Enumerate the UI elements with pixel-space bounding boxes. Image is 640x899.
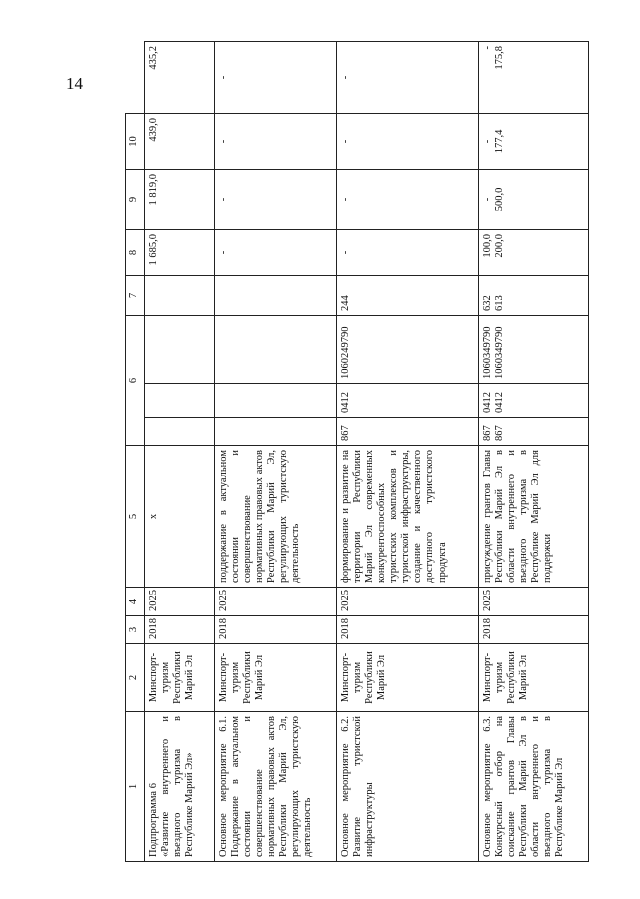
table-header [126, 41, 145, 861]
value-col7-cell [479, 229, 589, 275]
executor-cell: Минспорт-туризм Республики Марий Эл [337, 644, 479, 712]
value-line: 100,0 [482, 233, 493, 258]
value-col8-cell: - [337, 169, 479, 229]
value-line: 175,8 [494, 45, 506, 70]
grbs-cell: 867 [337, 418, 479, 446]
value-col7-cell: - [215, 229, 337, 275]
value-line: 200,0 [494, 233, 506, 258]
value-line: 177,4 [494, 129, 506, 154]
value-col8-cell: - [215, 169, 337, 229]
value-col9-cell: - [215, 113, 337, 169]
vr-cell: 632 613 [479, 275, 589, 315]
value-col8-cell [479, 169, 589, 229]
value-col8-cell: 1 819,0 [145, 169, 215, 229]
result-cell: х [145, 446, 215, 588]
table-row [479, 41, 589, 861]
rotated-page [40, 32, 610, 862]
rzpr-cell: 0412 [337, 384, 479, 418]
start-year-cell: 2018 [337, 616, 479, 644]
program-name-cell: Основное мероприятие 6.3. Конкурсный отбор на соискание грантов Главы Республики Марий Эл в области внутреннего и въездного туризма в Республике Марий Эл [479, 712, 589, 862]
start-year-cell: 2018 [215, 616, 337, 644]
csr-cell: 1060249790 [337, 315, 479, 383]
result-cell: поддержание в актуальном состоянии и совершенствование нормативных правовых актов Республики Марий Эл, регулирующих туристскую деятельность [215, 446, 337, 588]
value-col10-cell: - [337, 41, 479, 113]
value-col9-cell: - [337, 113, 479, 169]
vr-cell [215, 275, 337, 315]
header-cell: 2 [126, 644, 145, 712]
budget-table [125, 41, 589, 862]
grbs-cell: 867 867 [479, 418, 589, 446]
table-row [215, 41, 337, 861]
header-cell: 8 [126, 229, 145, 275]
value-col7-cell: 1 685,0 [145, 229, 215, 275]
header-cell: 3 [126, 616, 145, 644]
header-cell: 10 [126, 113, 145, 169]
end-year-cell: 2025 [479, 588, 589, 616]
start-year-cell: 2018 [145, 616, 215, 644]
rzpr-cell [215, 384, 337, 418]
value-col9-cell: 439,0 [145, 113, 215, 169]
grbs-cell [145, 418, 215, 446]
csr-cell [145, 315, 215, 383]
program-name-cell: Основное мероприятие 6.1. Поддержание в актуальном состоянии и совершенствование нормативных правовых актов Республики Марий Эл, регулирующих туристскую деятельность [215, 712, 337, 862]
end-year-cell: 2025 [145, 588, 215, 616]
executor-cell: Минспорт-туризм Республики Марий Эл [479, 644, 589, 712]
table-row [145, 41, 215, 861]
value-line: - [482, 197, 493, 202]
header-cell: 6 [126, 315, 145, 445]
value-line: 500,0 [494, 187, 506, 212]
value-line: - [482, 139, 493, 144]
vr-cell: 244 [337, 275, 479, 315]
csr-cell [215, 315, 337, 383]
rzpr-cell [145, 384, 215, 418]
value-col7-cell: - [337, 229, 479, 275]
rzpr-cell: 0412 0412 [479, 384, 589, 418]
end-year-cell: 2025 [215, 588, 337, 616]
csr-cell: 1060349790 1060349790 [479, 315, 589, 383]
program-name-cell: Основное мероприятие 6.2. Развитие туристской инфраструктуры [337, 712, 479, 862]
header-cell: 1 [126, 712, 145, 862]
grbs-cell [215, 418, 337, 446]
program-name-cell: Подпрограмма 6 «Развитие внутреннего и въездного туризма в Республике Марий Эл» [145, 712, 215, 862]
table-row [337, 41, 479, 861]
executor-cell: Минспорт-туризм Республики Марий Эл [215, 644, 337, 712]
executor-cell: Минспорт-туризм Республики Марий Эл [145, 644, 215, 712]
value-col10-cell [479, 41, 589, 113]
result-cell: формирование и развитие на территории Республики Марий Эл современных конкурентоспособных туристских комплексов и туристской инфраструктуры, создание и качественного доступного туристского продукта [337, 446, 479, 588]
value-col10-cell: 435,2 [145, 41, 215, 113]
value-col10-cell: - [215, 41, 337, 113]
start-year-cell: 2018 [479, 616, 589, 644]
header-cell: 7 [126, 275, 145, 315]
header-cell: 5 [126, 446, 145, 588]
page-number: 14 [66, 74, 83, 93]
result-cell: присуждение грантов Главы Республики Марий Эл в области внутреннего и въездного туризма в Республике Марий Эл для поддержки [479, 446, 589, 588]
value-col9-cell [479, 113, 589, 169]
end-year-cell: 2025 [337, 588, 479, 616]
header-cell: 4 [126, 588, 145, 616]
value-line: - [482, 45, 493, 50]
header-cell: 9 [126, 169, 145, 229]
vr-cell [145, 275, 215, 315]
